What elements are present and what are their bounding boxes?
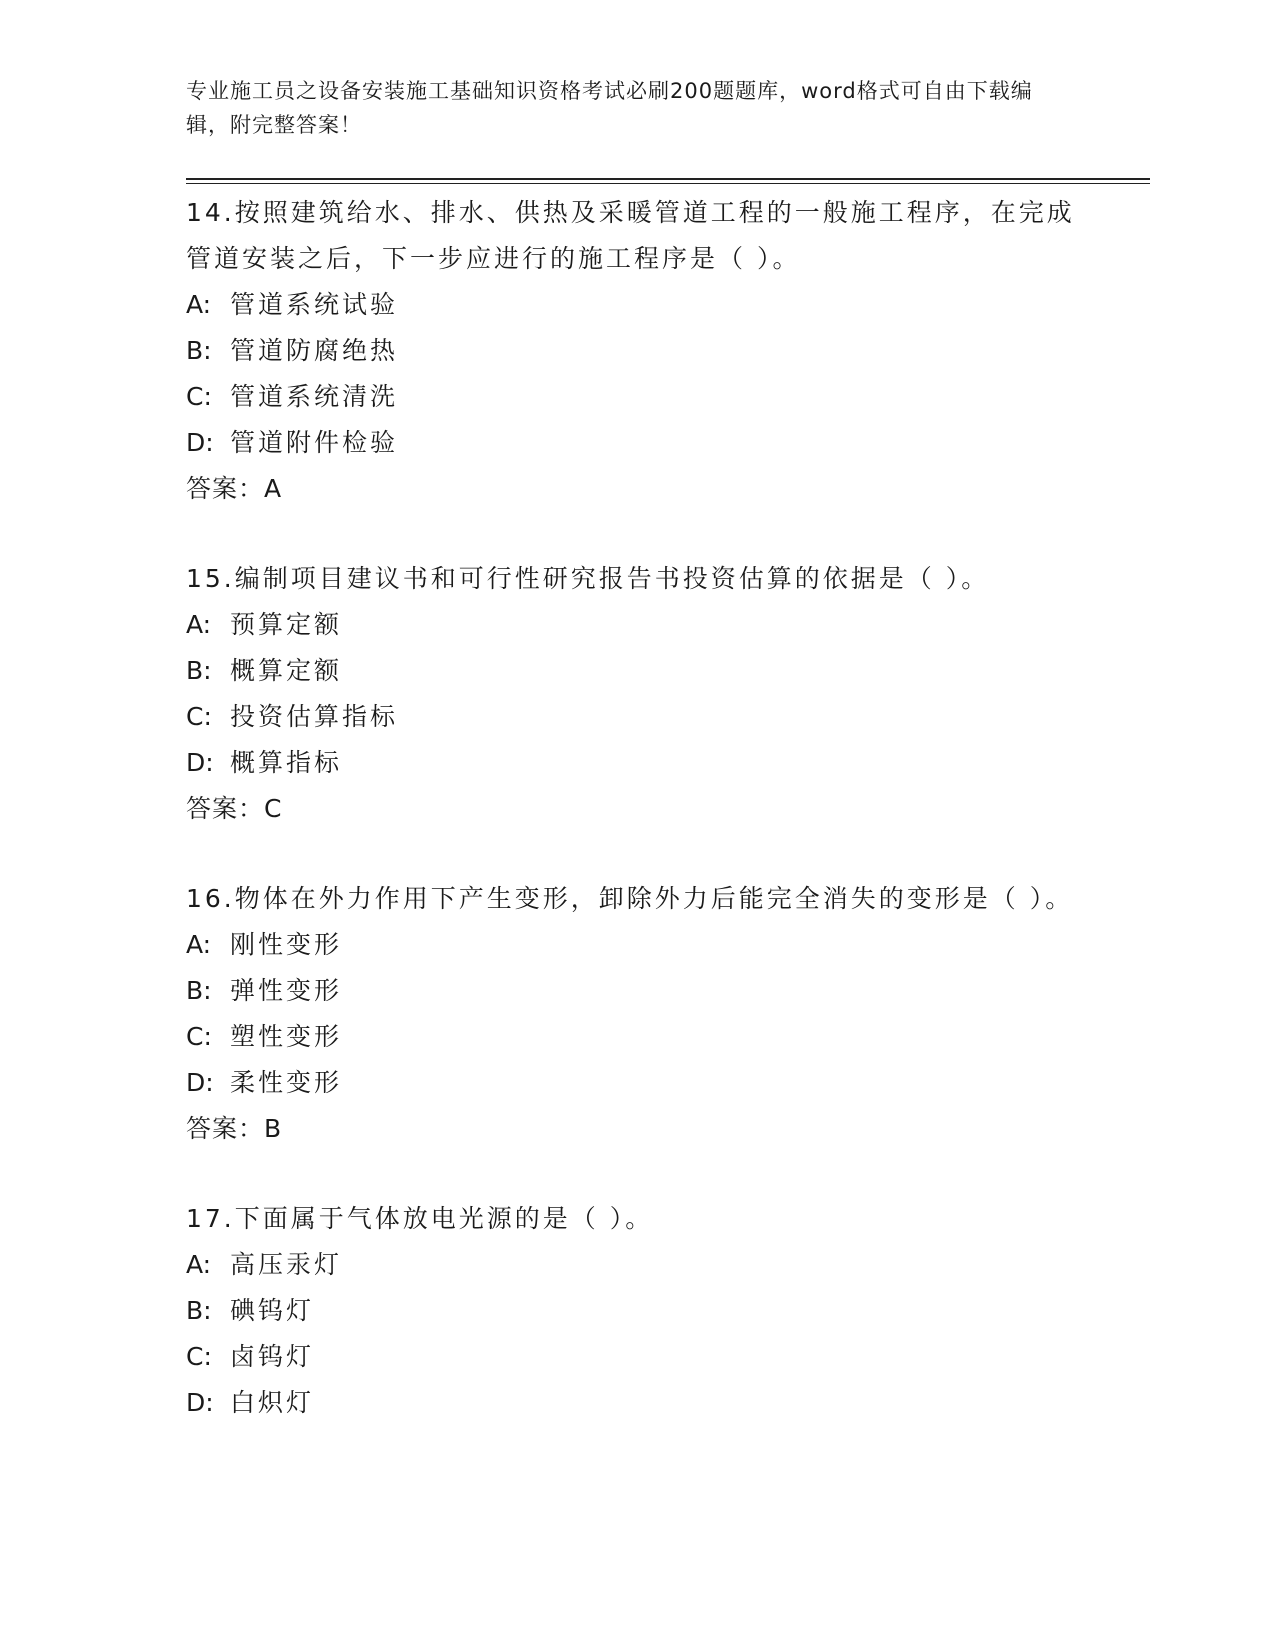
option-key: B: <box>186 336 212 365</box>
header-rule-thick <box>186 178 1150 180</box>
option-key: A: <box>186 1250 212 1279</box>
option-text: 卤钨灯 <box>230 1342 315 1371</box>
option-key: C: <box>186 382 212 411</box>
option-text: 概算定额 <box>230 656 343 685</box>
option-key: A: <box>186 290 212 319</box>
option-text: 管道系统试验 <box>230 290 399 319</box>
question-stem: 17.下面属于气体放电光源的是（ ）。 <box>186 1204 654 1233</box>
option-text: 管道附件检验 <box>230 428 399 457</box>
question-stem: 15.编制项目建议书和可行性研究报告书投资估算的依据是（ ）。 <box>186 564 990 593</box>
option-key: B: <box>186 976 212 1005</box>
option-d <box>186 1380 1086 1426</box>
option-key: B: <box>186 1296 212 1325</box>
question-gap <box>186 512 1086 556</box>
option-text: 投资估算指标 <box>230 702 399 731</box>
option-key: C: <box>186 702 212 731</box>
option-key: A: <box>186 930 212 959</box>
option-text: 白炽灯 <box>230 1388 315 1417</box>
question-16 <box>186 876 1086 1152</box>
option-a <box>186 1242 1086 1288</box>
option-key: C: <box>186 1342 212 1371</box>
option-c <box>186 1334 1086 1380</box>
option-key: C: <box>186 1022 212 1051</box>
option-key: D: <box>186 428 214 457</box>
option-text: 预算定额 <box>230 610 343 639</box>
option-key: A: <box>186 610 212 639</box>
question-stem: 16.物体在外力作用下产生变形，卸除外力后能完全消失的变形是（ ）。 <box>186 884 1074 913</box>
option-d <box>186 1060 1086 1106</box>
option-text: 管道系统清洗 <box>230 382 399 411</box>
document-header: 专业施工员之设备安装施工基础知识资格考试必刷200题题库，word格式可自由下载编辑，附完整答案！ <box>186 79 1033 137</box>
option-c <box>186 1014 1086 1060</box>
option-b <box>186 648 1086 694</box>
option-key: D: <box>186 1068 214 1097</box>
option-key: D: <box>186 1388 214 1417</box>
answer: 答案：B <box>186 1114 283 1143</box>
header-rule-thin <box>186 183 1150 184</box>
option-b <box>186 968 1086 1014</box>
option-key: D: <box>186 748 214 777</box>
question-15 <box>186 556 1086 832</box>
answer: 答案：C <box>186 794 283 823</box>
option-b <box>186 1288 1086 1334</box>
option-a <box>186 602 1086 648</box>
option-key: B: <box>186 656 212 685</box>
option-text: 管道防腐绝热 <box>230 336 399 365</box>
option-a <box>186 922 1086 968</box>
question-gap <box>186 832 1086 876</box>
option-text: 刚性变形 <box>230 930 343 959</box>
question-17 <box>186 1196 1086 1426</box>
option-text: 塑性变形 <box>230 1022 343 1051</box>
option-d <box>186 420 1086 466</box>
option-text: 概算指标 <box>230 748 343 777</box>
option-b <box>186 328 1086 374</box>
option-d <box>186 740 1086 786</box>
option-text: 碘钨灯 <box>230 1296 315 1325</box>
question-stem: 14.按照建筑给水、排水、供热及采暖管道工程的一般施工程序，在完成管道安装之后，下一步应进行的施工程序是（ ）。 <box>186 198 1075 273</box>
option-c <box>186 374 1086 420</box>
option-text: 高压汞灯 <box>230 1250 343 1279</box>
option-a <box>186 282 1086 328</box>
question-list <box>186 190 1086 1426</box>
answer: 答案：A <box>186 474 283 503</box>
question-gap <box>186 1152 1086 1196</box>
question-14 <box>186 190 1086 512</box>
option-text: 弹性变形 <box>230 976 343 1005</box>
option-text: 柔性变形 <box>230 1068 343 1097</box>
option-c <box>186 694 1086 740</box>
